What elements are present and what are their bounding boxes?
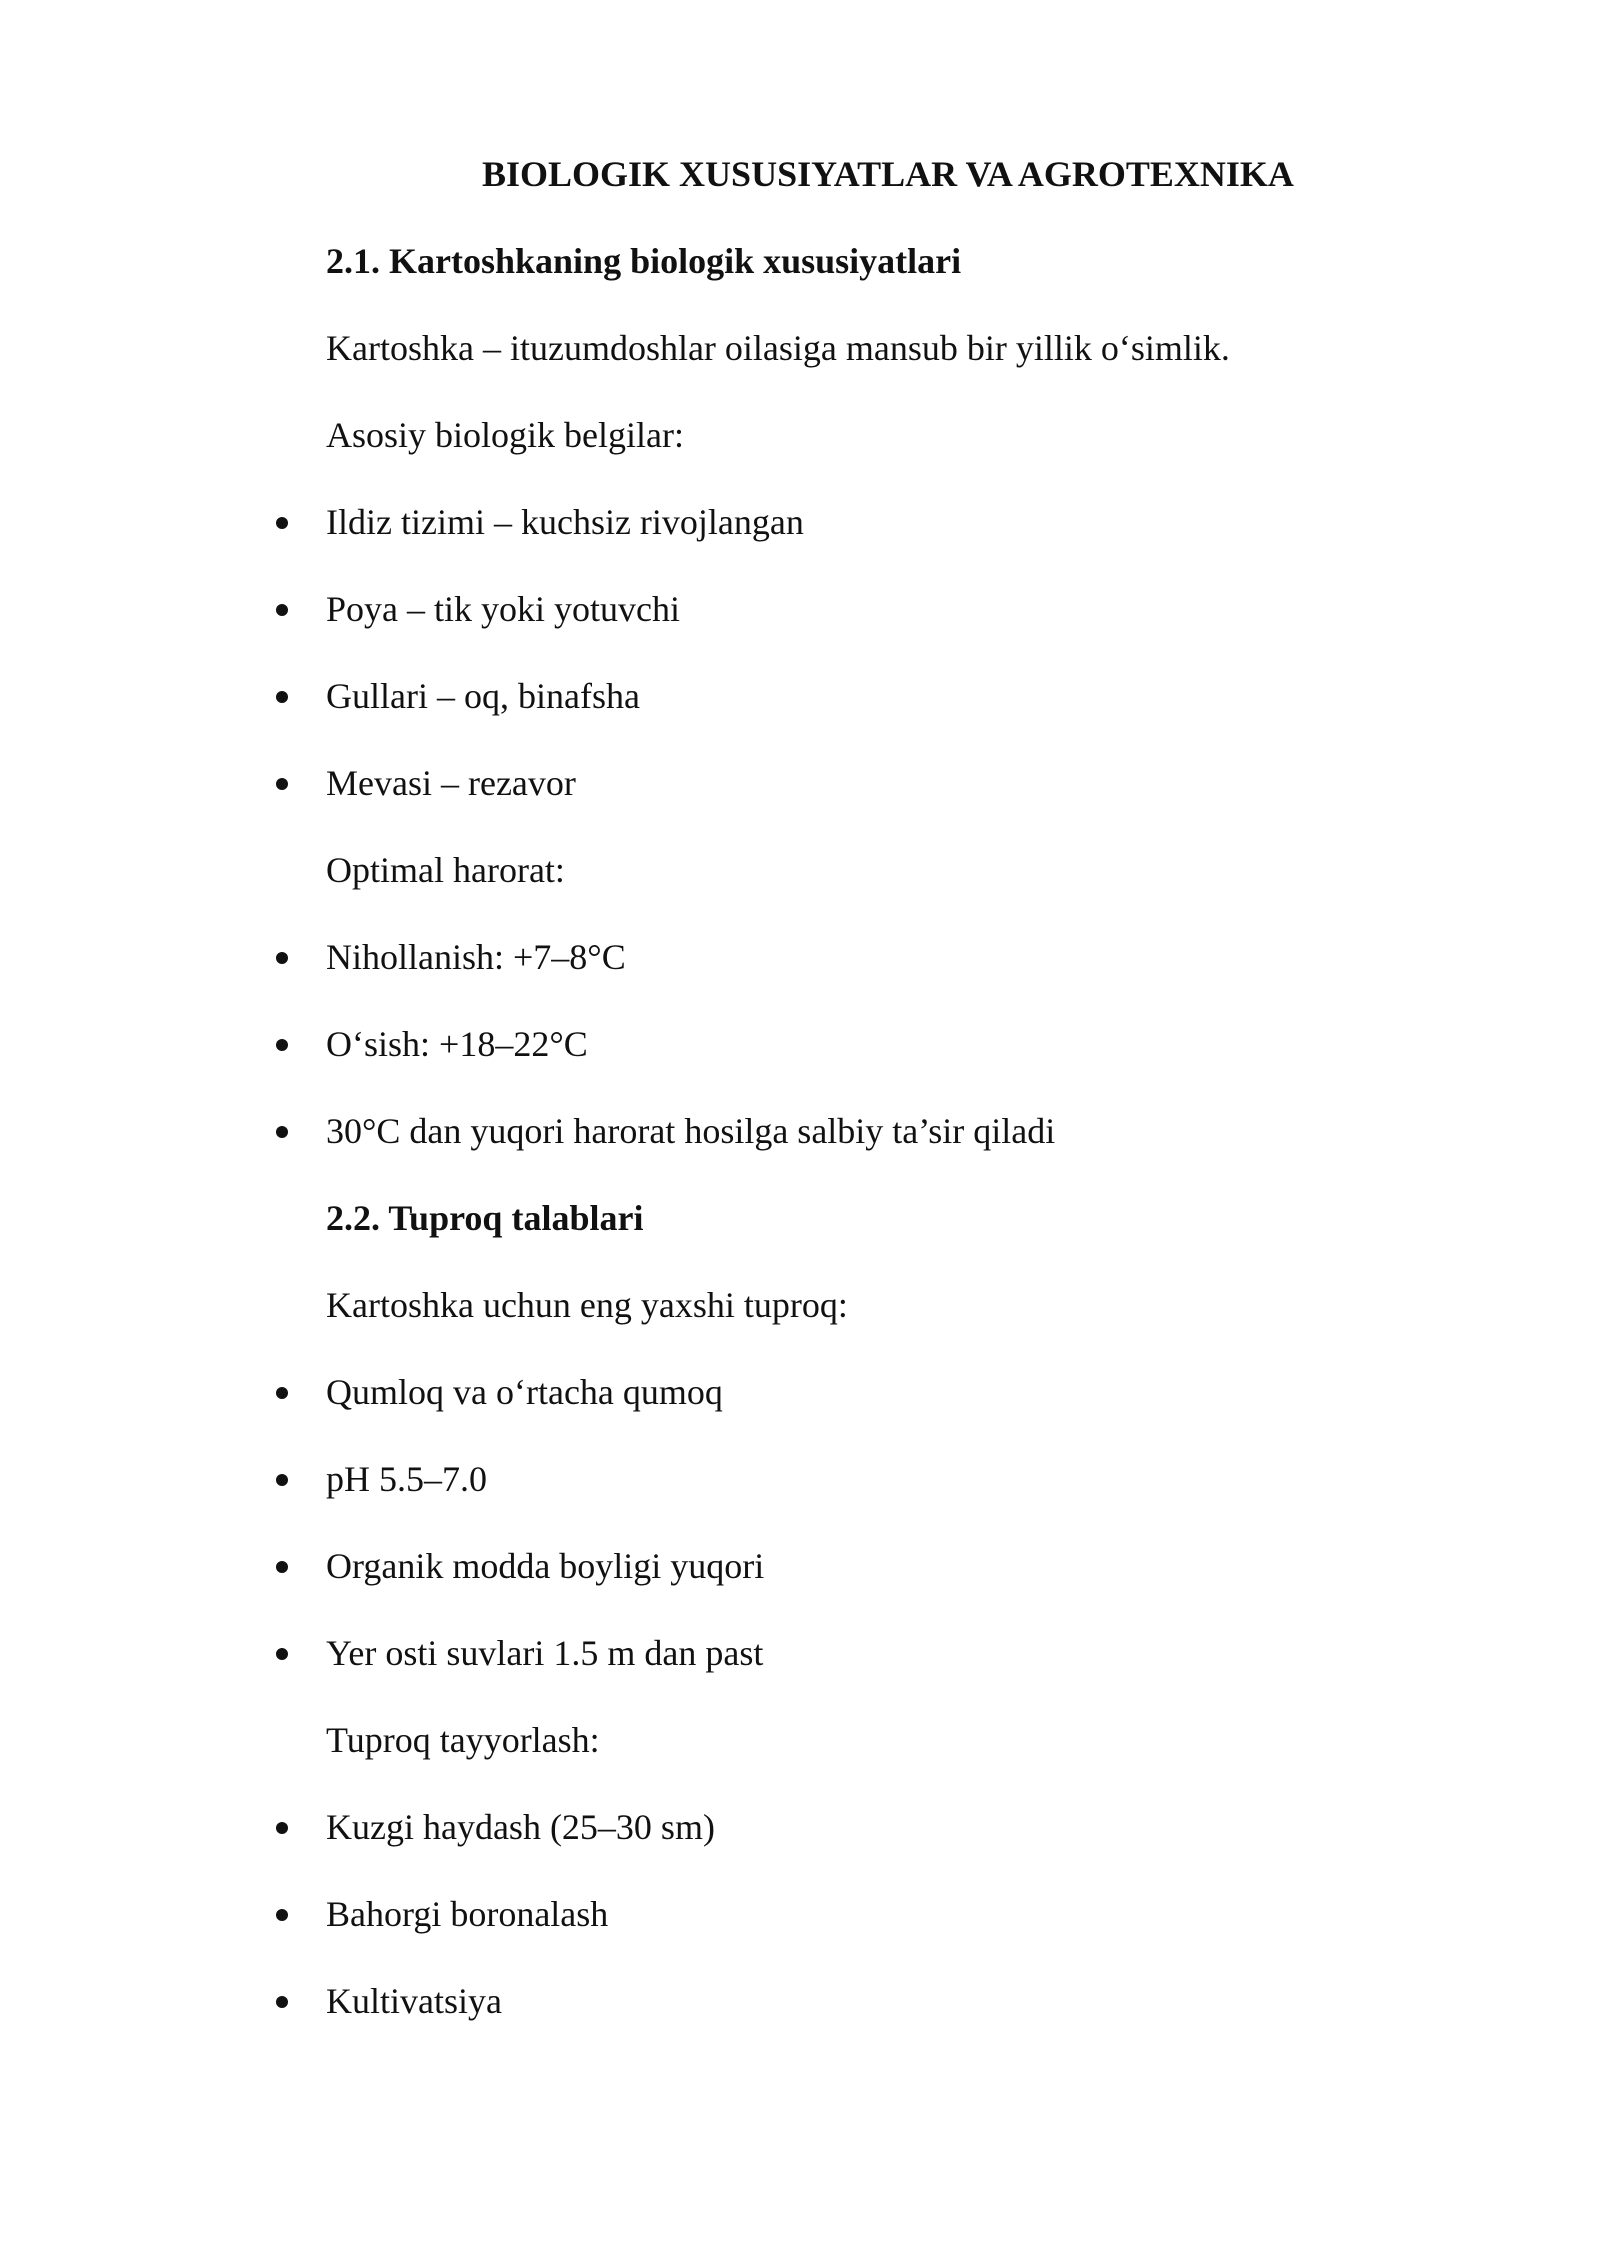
list-label-soil-preparation: Tuproq tayyorlash:: [326, 1720, 600, 1760]
list-item: Bahorgi boronalash: [326, 1894, 609, 1934]
section-heading-soil: 2.2. Tuproq talablari: [326, 1198, 644, 1238]
bullet-icon: [276, 1996, 288, 2008]
bullet-icon: [276, 952, 288, 964]
bullet-icon: [276, 1648, 288, 1660]
list-label-biological-traits: Asosiy biologik belgilar:: [326, 415, 684, 455]
bullet-icon: [276, 691, 288, 703]
list-label-optimal-temperature: Optimal harorat:: [326, 850, 565, 890]
bullet-icon: [276, 1039, 288, 1051]
list-item: Nihollanish: +7–8°C: [326, 937, 626, 977]
list-item: Ildiz tizimi – kuchsiz rivojlangan: [326, 502, 804, 542]
document-title: BIOLOGIK XUSUSIYATLAR VA AGROTEXNIKA: [482, 154, 1294, 194]
list-item: Mevasi – rezavor: [326, 763, 576, 803]
bullet-icon: [276, 1474, 288, 1486]
list-item: 30°C dan yuqori harorat hosilga salbiy ta’sir qiladi: [326, 1111, 1056, 1151]
bullet-icon: [276, 1822, 288, 1834]
bullet-icon: [276, 1387, 288, 1399]
list-label-best-soil: Kartoshka uchun eng yaxshi tuproq:: [326, 1285, 848, 1325]
list-item: pH 5.5–7.0: [326, 1459, 487, 1499]
bullet-icon: [276, 1909, 288, 1921]
bullet-icon: [276, 778, 288, 790]
bullet-icon: [276, 1126, 288, 1138]
bullet-icon: [276, 1561, 288, 1573]
list-item: O‘sish: +18–22°C: [326, 1024, 588, 1064]
list-item: Kultivatsiya: [326, 1981, 502, 2021]
list-item: Qumloq va o‘rtacha qumoq: [326, 1372, 723, 1412]
list-item: Poya – tik yoki yotuvchi: [326, 589, 680, 629]
list-item: Kuzgi haydash (25–30 sm): [326, 1807, 715, 1847]
list-item: Yer osti suvlari 1.5 m dan past: [326, 1633, 764, 1673]
section-intro-paragraph: Kartoshka – ituzumdoshlar oilasiga mansub bir yillik o‘simlik.: [326, 328, 1230, 368]
list-item: Organik modda boyligi yuqori: [326, 1546, 765, 1586]
bullet-icon: [276, 517, 288, 529]
bullet-icon: [276, 604, 288, 616]
list-item: Gullari – oq, binafsha: [326, 676, 640, 716]
section-heading-biology: 2.1. Kartoshkaning biologik xususiyatlari: [326, 241, 962, 281]
